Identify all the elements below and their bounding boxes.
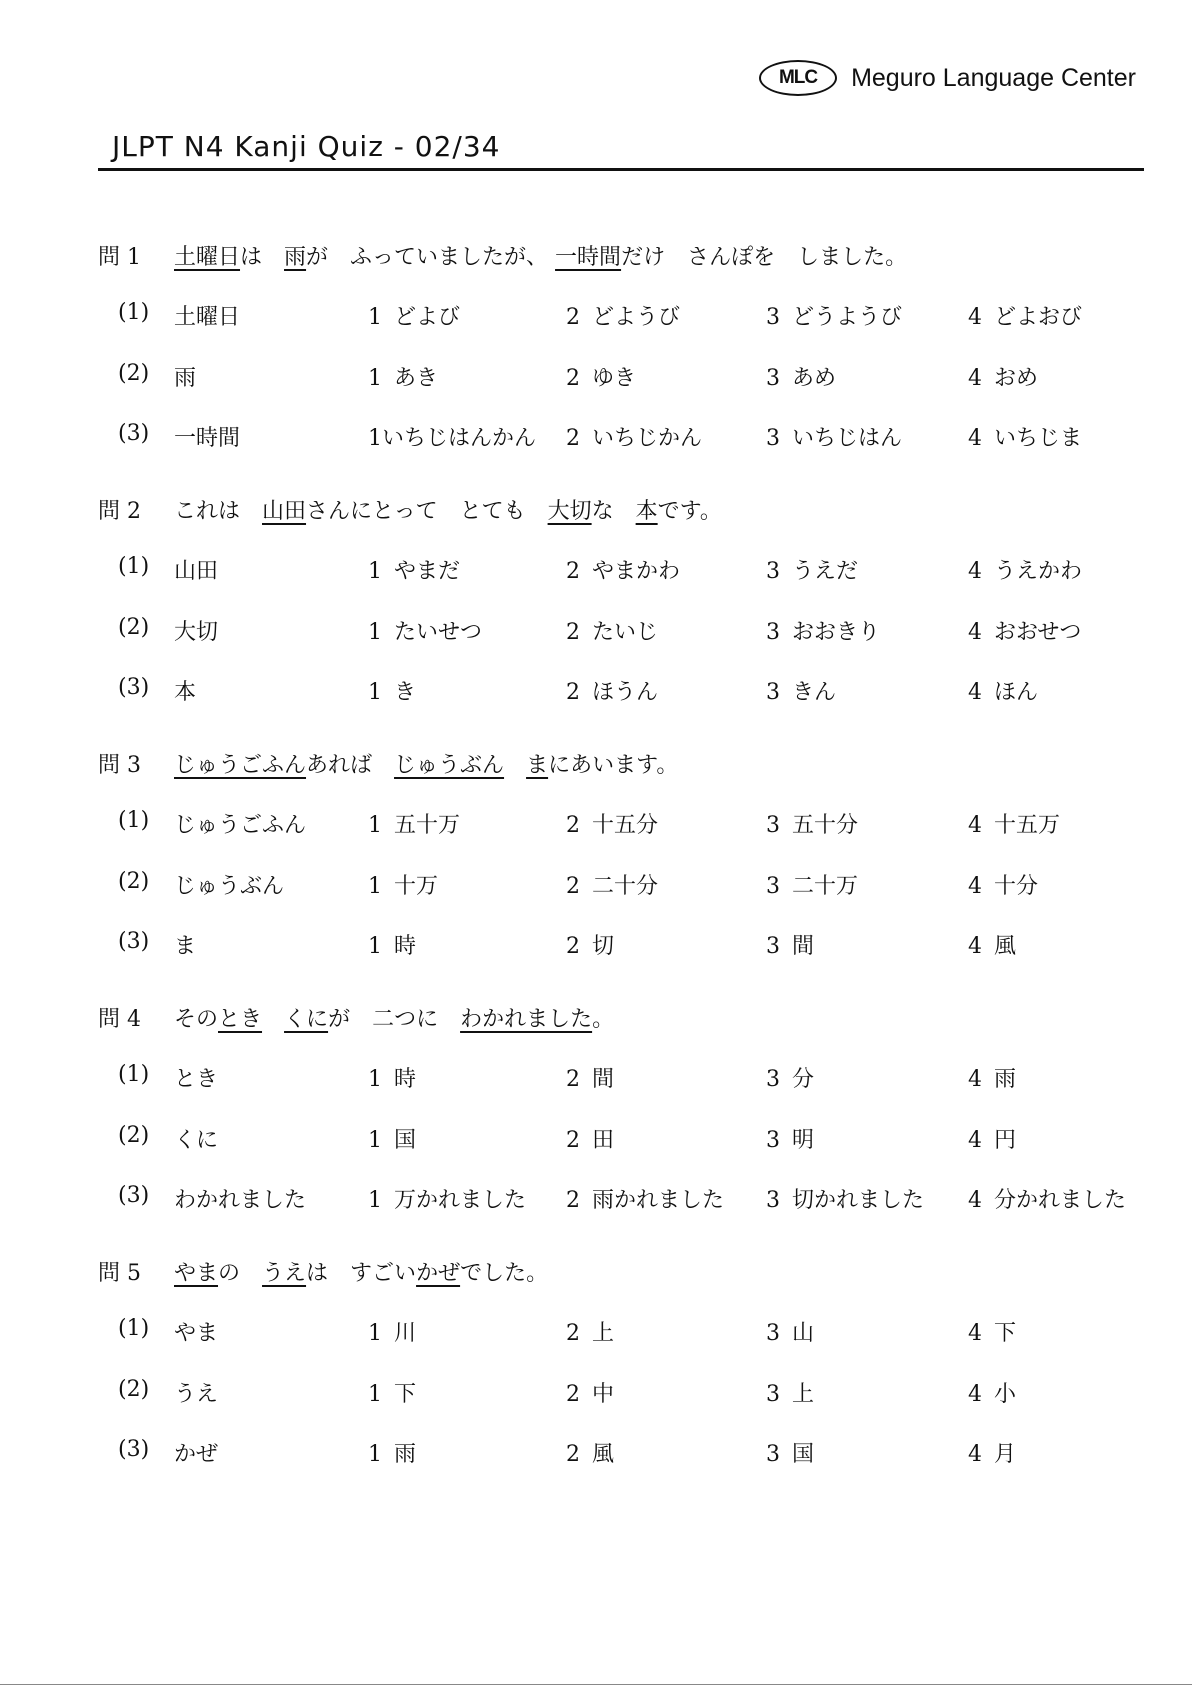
answer-option: [368, 869, 438, 900]
answer-option: [968, 1377, 1016, 1408]
answer-option: [368, 808, 460, 839]
option-text: あめ: [792, 366, 837, 391]
answer-option: [368, 1377, 416, 1408]
underlined-word: 一時間: [555, 245, 622, 270]
answer-option: [566, 808, 658, 839]
underlined-word: 本: [635, 499, 658, 524]
answer-option: [566, 1062, 614, 1093]
option-text: ゆき: [592, 366, 637, 391]
answer-option: [766, 1437, 814, 1468]
option-text: 国: [394, 1128, 417, 1153]
page-title: JLPT N4 Kanji Quiz - 02/34: [112, 130, 501, 163]
answer-option: [968, 929, 1016, 960]
option-text: 田: [592, 1128, 615, 1153]
answer-option: [766, 615, 880, 646]
answer-option: [368, 1123, 416, 1154]
option-number: 4: [968, 813, 982, 838]
option-number: 2: [566, 874, 580, 899]
answer-option: [368, 1437, 416, 1468]
option-text: 二十分: [592, 874, 659, 899]
item-number: (2): [118, 361, 150, 386]
option-text: 時: [394, 934, 417, 959]
item-number: (1): [118, 300, 150, 325]
answer-option: [766, 808, 858, 839]
option-number: 4: [968, 934, 982, 959]
option-text: たいじ: [592, 620, 659, 645]
option-number: 3: [766, 305, 780, 330]
answer-option: [766, 1062, 814, 1093]
target-word: 雨: [174, 366, 197, 391]
option-text: どようび: [592, 305, 681, 330]
option-text: どよび: [394, 305, 461, 330]
option-number: 2: [566, 426, 580, 451]
item-number: (1): [118, 554, 150, 579]
underlined-word: わかれました: [460, 1007, 593, 1032]
option-text: 間: [592, 1067, 615, 1092]
question-sentence: [174, 753, 678, 778]
question-sentence: [174, 245, 907, 270]
option-number: 2: [566, 366, 580, 391]
option-number: 2: [566, 620, 580, 645]
item-number: (3): [118, 929, 150, 954]
option-text: 上: [592, 1321, 615, 1346]
answer-option: [766, 675, 836, 706]
underlined-word: 土曜日: [174, 245, 241, 270]
answer-option: [566, 675, 658, 706]
target-word: わかれました: [174, 1188, 307, 1213]
option-number: 3: [766, 874, 780, 899]
target-word: 土曜日: [174, 305, 241, 330]
option-number: 3: [766, 620, 780, 645]
option-number: 1: [368, 1067, 382, 1092]
answer-option: [968, 554, 1082, 585]
option-text: 万かれました: [394, 1188, 527, 1213]
option-number: 2: [566, 1128, 580, 1153]
option-text: たいせつ: [394, 620, 483, 645]
option-number: 2: [566, 305, 580, 330]
answer-option: [566, 1183, 724, 1214]
option-number: 1: [368, 874, 382, 899]
sentence-text: です。: [657, 499, 722, 524]
option-text: おめ: [994, 366, 1039, 391]
option-number: 4: [968, 559, 982, 584]
answer-option: [368, 1316, 416, 1347]
option-text: 雨: [994, 1067, 1017, 1092]
item-number: (3): [118, 675, 150, 700]
underlined-word: くに: [284, 1007, 329, 1032]
underlined-word: ま: [526, 753, 549, 778]
option-text: 分かれました: [994, 1188, 1127, 1213]
sentence-text: な: [591, 499, 636, 524]
option-text: 小: [994, 1382, 1017, 1407]
underlined-word: 山田: [262, 499, 307, 524]
question-line: [98, 1002, 614, 1033]
option-number: 3: [766, 680, 780, 705]
question-number: 問 5: [98, 1261, 141, 1286]
underlined-word: じゅうぶん: [394, 753, 505, 778]
option-text: 風: [592, 1442, 615, 1467]
option-number: 3: [766, 1128, 780, 1153]
question-sentence: [174, 1007, 614, 1032]
option-text: 分: [792, 1067, 815, 1092]
answer-option: [968, 421, 1082, 452]
option-number: 4: [968, 1067, 982, 1092]
question-line: [98, 748, 678, 779]
option-number: 1: [368, 813, 382, 838]
answer-option: [766, 1183, 924, 1214]
option-number: 3: [766, 934, 780, 959]
answer-option: [566, 615, 658, 646]
question-line: [98, 494, 722, 525]
option-number: 3: [766, 1321, 780, 1346]
answer-option: [368, 421, 536, 452]
option-text: 二十万: [792, 874, 859, 899]
option-text: きん: [792, 680, 837, 705]
option-text: 下: [394, 1382, 417, 1407]
item-number: (2): [118, 615, 150, 640]
answer-option: [566, 1437, 614, 1468]
question-number: 問 2: [98, 499, 141, 524]
underlined-word: じゅうごふん: [174, 753, 307, 778]
option-text: ほん: [994, 680, 1039, 705]
organization-name: Meguro Language Center: [851, 63, 1136, 92]
option-text: 国: [792, 1442, 815, 1467]
option-text: いちじま: [994, 426, 1083, 451]
option-number: 3: [766, 1188, 780, 1213]
answer-option: [368, 300, 460, 331]
answer-option: [368, 929, 416, 960]
option-text: いちじはん: [792, 426, 903, 451]
target-word: じゅうごふん: [174, 813, 307, 838]
underlined-word: 大切: [547, 499, 592, 524]
answer-option: [968, 869, 1038, 900]
answer-option: [766, 869, 858, 900]
option-text: いちじはんかん: [382, 426, 537, 451]
target-word: 一時間: [174, 426, 241, 451]
option-number: 4: [968, 305, 982, 330]
option-number: 4: [968, 1442, 982, 1467]
answer-option: [566, 869, 658, 900]
underlined-word: うえ: [262, 1261, 307, 1286]
sentence-text: 。: [592, 1007, 615, 1032]
answer-option: [766, 361, 836, 392]
option-number: 3: [766, 1382, 780, 1407]
answer-option: [968, 1062, 1016, 1093]
sentence-text: その: [174, 1007, 219, 1032]
item-number: (2): [118, 869, 150, 894]
option-text: 五十分: [792, 813, 859, 838]
option-text: 風: [994, 934, 1017, 959]
option-number: 1: [368, 366, 382, 391]
option-number: 1: [368, 1321, 382, 1346]
answer-option: [566, 421, 702, 452]
option-number: 3: [766, 559, 780, 584]
target-word: じゅうぶん: [174, 874, 285, 899]
option-number: 1: [368, 559, 382, 584]
answer-option: [766, 1316, 814, 1347]
item-number: (3): [118, 1183, 150, 1208]
option-text: どうようび: [792, 305, 903, 330]
answer-option: [968, 1183, 1126, 1214]
option-text: 明: [792, 1128, 815, 1153]
item-number: (2): [118, 1123, 150, 1148]
option-text: いちじかん: [592, 426, 703, 451]
option-text: 十五万: [994, 813, 1061, 838]
answer-option: [368, 361, 438, 392]
option-number: 1: [368, 680, 382, 705]
option-text: うえだ: [792, 559, 859, 584]
option-number: 4: [968, 1128, 982, 1153]
option-text: 十五分: [592, 813, 659, 838]
option-text: 中: [592, 1382, 615, 1407]
question-number: 問 4: [98, 1007, 141, 1032]
answer-option: [968, 615, 1081, 646]
question-number: 問 3: [98, 753, 141, 778]
sentence-text: だけ さんぽを しました。: [621, 245, 908, 270]
option-number: 2: [566, 934, 580, 959]
sentence-text: が ふっていましたが、: [306, 245, 556, 270]
option-number: 1: [368, 1442, 382, 1467]
option-text: やまかわ: [592, 559, 681, 584]
sentence-text: は すごい: [306, 1261, 417, 1286]
answer-option: [566, 1316, 614, 1347]
question-sentence: [174, 499, 722, 524]
option-number: 3: [766, 1067, 780, 1092]
option-number: 2: [566, 1321, 580, 1346]
answer-option: [968, 1123, 1016, 1154]
option-text: 川: [394, 1321, 417, 1346]
sentence-text: は: [240, 245, 285, 270]
logo: [759, 60, 1136, 96]
option-text: あき: [394, 366, 439, 391]
option-number: 2: [566, 680, 580, 705]
option-text: 切: [592, 934, 615, 959]
answer-option: [368, 615, 482, 646]
option-number: 1: [368, 1382, 382, 1407]
option-number: 4: [968, 426, 982, 451]
target-word: ま: [174, 934, 197, 959]
sentence-text: これは: [174, 499, 263, 524]
sentence-text: でした。: [460, 1261, 549, 1286]
option-text: 下: [994, 1321, 1017, 1346]
option-text: やまだ: [394, 559, 461, 584]
answer-option: [766, 1123, 814, 1154]
item-number: (1): [118, 1062, 150, 1087]
option-text: 雨かれました: [592, 1188, 725, 1213]
sentence-text: [262, 1007, 284, 1032]
option-text: おおきり: [792, 620, 881, 645]
option-number: 3: [766, 366, 780, 391]
option-number: 1: [368, 305, 382, 330]
option-text: 円: [994, 1128, 1017, 1153]
answer-option: [766, 554, 858, 585]
option-number: 4: [968, 1321, 982, 1346]
underlined-word: 雨: [284, 245, 307, 270]
question-number: 問 1: [98, 245, 141, 270]
option-number: 4: [968, 620, 982, 645]
option-text: 山: [792, 1321, 815, 1346]
option-number: 4: [968, 680, 982, 705]
option-text: き: [394, 680, 417, 705]
target-word: 山田: [174, 559, 219, 584]
target-word: うえ: [174, 1382, 219, 1407]
option-number: 1: [368, 1128, 382, 1153]
answer-option: [566, 1123, 614, 1154]
option-number: 2: [566, 1188, 580, 1213]
answer-option: [766, 300, 902, 331]
item-number: (3): [118, 1437, 150, 1462]
sentence-text: さんにとって とても: [306, 499, 548, 524]
option-text: 間: [792, 934, 815, 959]
answer-option: [968, 1316, 1016, 1347]
option-text: 切かれました: [792, 1188, 925, 1213]
option-text: 十万: [394, 874, 439, 899]
item-number: (2): [118, 1377, 150, 1402]
target-word: 本: [174, 680, 197, 705]
option-number: 4: [968, 874, 982, 899]
question-line: [98, 1256, 548, 1287]
option-number: 2: [566, 1442, 580, 1467]
option-text: 十分: [994, 874, 1039, 899]
item-number: (1): [118, 1316, 150, 1341]
option-text: 五十万: [394, 813, 461, 838]
sentence-text: の: [218, 1261, 263, 1286]
answer-option: [368, 1183, 526, 1214]
answer-option: [766, 1377, 814, 1408]
sentence-text: あれば: [306, 753, 395, 778]
answer-option: [566, 300, 680, 331]
option-number: 1: [368, 620, 382, 645]
option-text: 上: [792, 1382, 815, 1407]
option-text: うえかわ: [994, 559, 1083, 584]
answer-option: [368, 675, 416, 706]
option-number: 3: [766, 426, 780, 451]
answer-option: [368, 1062, 416, 1093]
option-text: 雨: [394, 1442, 417, 1467]
answer-option: [968, 300, 1082, 331]
target-word: かぜ: [174, 1442, 219, 1467]
target-word: とき: [174, 1067, 219, 1092]
option-text: ほうん: [592, 680, 659, 705]
answer-option: [766, 421, 902, 452]
option-number: 2: [566, 559, 580, 584]
answer-option: [566, 1377, 614, 1408]
question-sentence: [174, 1261, 548, 1286]
underlined-word: とき: [218, 1007, 263, 1032]
sentence-text: [504, 753, 526, 778]
item-number: (1): [118, 808, 150, 833]
sentence-text: にあいます。: [548, 753, 679, 778]
option-text: おおせつ: [994, 620, 1082, 645]
answer-option: [566, 554, 680, 585]
target-word: やま: [174, 1321, 219, 1346]
answer-option: [566, 361, 636, 392]
option-text: 月: [994, 1442, 1017, 1467]
target-word: くに: [174, 1128, 219, 1153]
logo-mark: MLC: [759, 60, 837, 96]
answer-option: [766, 929, 814, 960]
answer-option: [968, 675, 1038, 706]
option-text: どよおび: [994, 305, 1083, 330]
option-number: 1: [368, 426, 382, 451]
option-number: 2: [566, 813, 580, 838]
answer-option: [566, 929, 614, 960]
title-divider: [98, 168, 1144, 171]
option-number: 3: [766, 813, 780, 838]
option-number: 4: [968, 366, 982, 391]
answer-option: [968, 361, 1038, 392]
target-word: 大切: [174, 620, 219, 645]
option-text: 時: [394, 1067, 417, 1092]
item-number: (3): [118, 421, 150, 446]
answer-option: [968, 1437, 1016, 1468]
option-number: 2: [566, 1382, 580, 1407]
option-number: 3: [766, 1442, 780, 1467]
option-number: 4: [968, 1382, 982, 1407]
option-number: 1: [368, 934, 382, 959]
option-number: 1: [368, 1188, 382, 1213]
option-number: 2: [566, 1067, 580, 1092]
underlined-word: やま: [174, 1261, 219, 1286]
option-number: 4: [968, 1188, 982, 1213]
sentence-text: が 二つに: [328, 1007, 461, 1032]
underlined-word: かぜ: [416, 1261, 461, 1286]
answer-option: [968, 808, 1060, 839]
answer-option: [368, 554, 460, 585]
question-line: [98, 240, 907, 271]
